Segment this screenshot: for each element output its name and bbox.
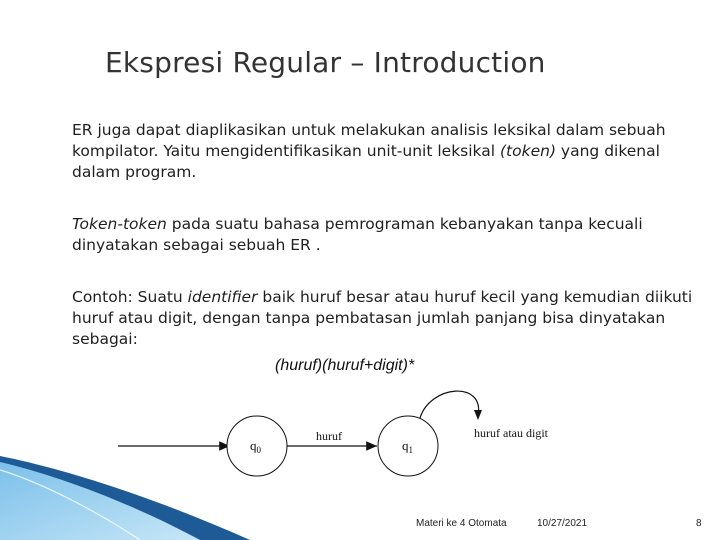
text-run: baik huruf besar atau huruf kecil yang kemudian diikuti huruf atau digit, dengan tanpa pembatasan jumlah panjang bisa dinyatakan sebagai: <box>72 288 693 348</box>
bullet-icon <box>54 126 62 134</box>
bullet-text-1 <box>72 120 694 183</box>
state-q1-label: $q_1$ <box>402 438 413 455</box>
text-run: yang dikenal dalam program. <box>72 142 660 181</box>
slide-title: Ekspresi Regular – Introduction <box>105 46 546 79</box>
regex-formula: (huruf)(huruf+digit)* <box>275 357 415 374</box>
bullet-icon <box>54 220 62 228</box>
footer-course: Materi ke 4 Otomata <box>416 518 507 529</box>
text-run: ER juga dapat diaplikasikan untuk melakukan analisis leksikal dalam sebuah kompilator. Yaitu mengidentifikasikan unit-unit leksikal <box>72 121 666 160</box>
automaton-diagram <box>0 380 720 540</box>
bullet-item-1 <box>54 120 694 183</box>
state-q0-label: $q_0$ <box>250 438 261 455</box>
footer-date: 10/27/2021 <box>537 518 588 529</box>
corner-wave-decoration <box>0 456 250 540</box>
bullet-item-2 <box>54 214 694 256</box>
transition-label-huruf: huruf <box>316 429 342 443</box>
bullet-text-2 <box>72 214 694 256</box>
footer-page-number: 8 <box>696 518 702 529</box>
self-loop-arrowhead <box>474 410 482 420</box>
text-run: Contoh: Suatu <box>72 288 188 306</box>
italic-term: identifier <box>187 288 258 306</box>
italic-term: (token) <box>500 142 556 160</box>
transition-q1-self-loop <box>420 391 479 418</box>
italic-term: Token-token <box>72 215 167 233</box>
bullet-item-3 <box>54 287 694 350</box>
transition-label-huruf-atau-digit: huruf atau digit <box>474 426 548 440</box>
text-run: pada suatu bahasa pemrograman kebanyakan tanpa kecuali dinyatakan sebagai sebuah ER . <box>72 215 643 254</box>
bullet-text-3 <box>72 287 694 350</box>
bullet-icon <box>54 293 62 301</box>
